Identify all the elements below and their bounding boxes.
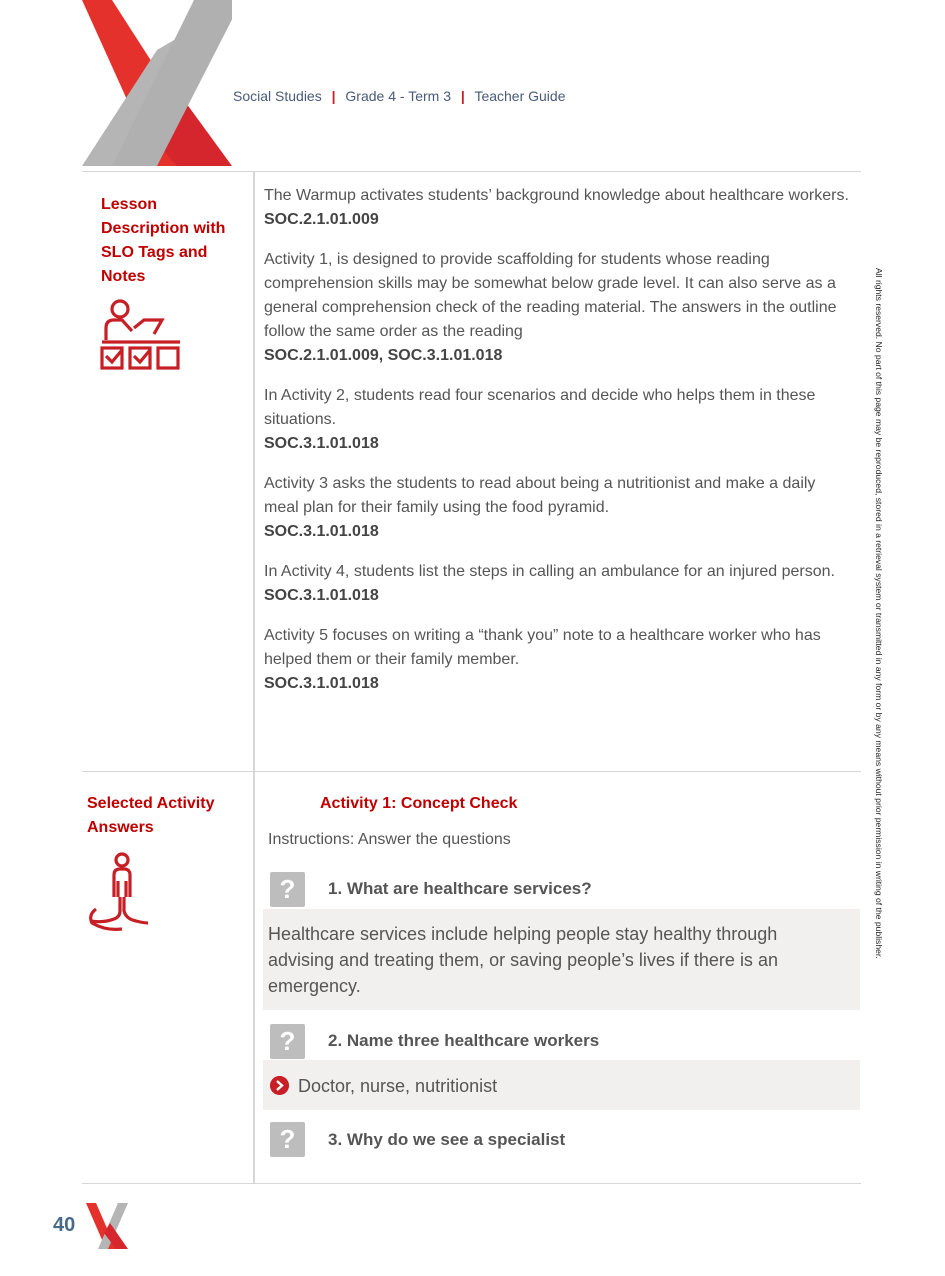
title-line: Answers — [87, 819, 154, 836]
lesson-section-title — [101, 193, 225, 289]
lesson-paragraph — [264, 184, 854, 232]
page-header — [233, 88, 566, 104]
question-mark-icon: ? — [270, 1122, 305, 1157]
instructions-text: Instructions: Answer the questions — [268, 831, 511, 848]
answer-text: Doctor, nurse, nutritionist — [298, 1076, 498, 1096]
paragraph-text: The Warmup activates students’ background knowledge about healthcare workers. — [264, 187, 849, 204]
title-line: Selected Activity — [87, 795, 215, 812]
table-top-border — [82, 171, 861, 172]
answer-text: Healthcare services include helping people stay healthy through advising and treating them, or saving people’s lives if there is an emergency. — [268, 924, 778, 996]
slo-tag: SOC.3.1.01.018 — [264, 435, 379, 452]
paragraph-text: In Activity 2, students read four scenarios and decide who helps them in these situations. — [264, 387, 816, 428]
slo-tag: SOC.3.1.01.018 — [264, 675, 379, 692]
title-line: Lesson — [101, 196, 158, 213]
standing-person-icon — [86, 851, 150, 933]
header-grade-term: Grade 4 - Term 3 — [345, 88, 451, 104]
slo-tag: SOC.2.1.01.009, SOC.3.1.01.018 — [264, 347, 503, 364]
brand-logo — [82, 0, 232, 166]
question-mark-icon: ? — [270, 872, 305, 907]
lesson-description — [264, 184, 854, 712]
teacher-desk-checklist-icon — [100, 298, 182, 372]
lesson-paragraph — [264, 248, 854, 368]
question-text: 1. What are healthcare services? — [328, 879, 592, 898]
lesson-paragraph — [264, 384, 854, 456]
table-bottom-border — [82, 1183, 861, 1184]
paragraph-text: Activity 1, is designed to provide scaffolding for students whose reading comprehension skills may be somewhat below grade level. It can also serve as a general comprehension check of the reading material. The answers in the outline follow the same order as the reading — [264, 251, 837, 340]
title-line: SLO Tags and — [101, 244, 208, 261]
answers-section-title — [87, 792, 214, 840]
table-column-divider — [253, 172, 255, 1183]
paragraph-text: In Activity 4, students list the steps in calling an ambulance for an injured person. — [264, 563, 835, 580]
chevron-right-circle-icon — [270, 1076, 289, 1095]
paragraph-text: Activity 3 asks the students to read about being a nutritionist and make a daily meal plan for their family using the food pyramid. — [264, 475, 816, 516]
lesson-paragraph — [264, 624, 854, 696]
lesson-paragraph — [264, 560, 854, 608]
question-mark-icon: ? — [270, 1024, 305, 1059]
question-text: 3. Why do we see a specialist — [328, 1130, 566, 1149]
header-separator: | — [331, 88, 336, 104]
slo-tag: SOC.3.1.01.018 — [264, 523, 379, 540]
paragraph-text: Activity 5 focuses on writing a “thank you” note to a healthcare worker who has helped them or their family member. — [264, 627, 821, 668]
title-line: Notes — [101, 268, 146, 285]
slo-tag: SOC.3.1.01.018 — [264, 587, 379, 604]
title-line: Description with — [101, 220, 226, 237]
activity-title: Activity 1: Concept Check — [320, 795, 518, 812]
copyright-note — [876, 268, 886, 1008]
table-row-divider — [82, 771, 861, 772]
slo-tag: SOC.2.1.01.009 — [264, 211, 379, 228]
header-separator: | — [460, 88, 465, 104]
copyright-text: All rights reserved. No part of this page may be reproduced, stored in a retrieval system or transmitted in any form or by any means without prior permission in writing of the publisher. — [874, 268, 884, 959]
page-number: 40 — [53, 1214, 76, 1236]
header-guide: Teacher Guide — [474, 88, 566, 104]
question-text: 2. Name three healthcare workers — [328, 1031, 600, 1050]
header-subject: Social Studies — [233, 88, 322, 104]
small-brand-logo — [86, 1203, 128, 1249]
lesson-paragraph — [264, 472, 854, 544]
